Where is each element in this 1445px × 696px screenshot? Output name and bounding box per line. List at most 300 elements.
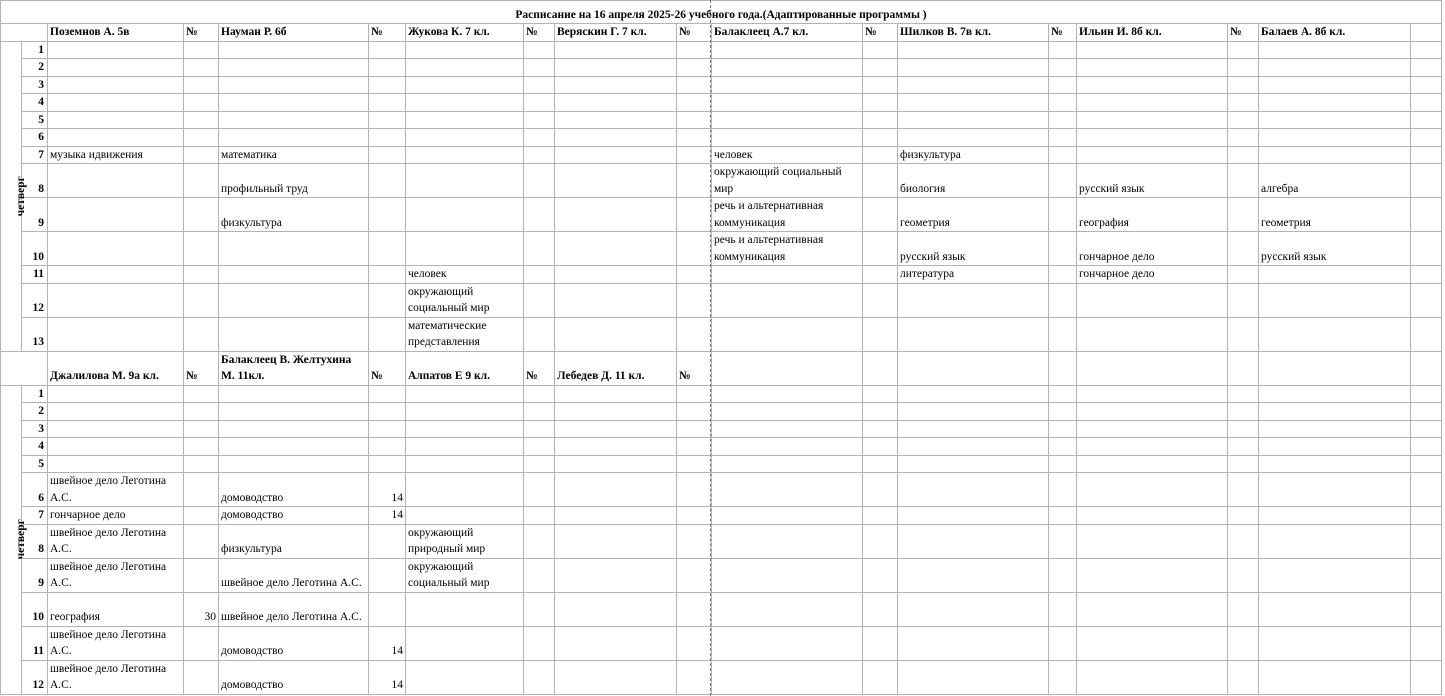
room-cell [1049,524,1077,558]
lesson-cell [406,94,524,112]
lesson-cell: литература [898,266,1049,284]
lesson-cell [1259,592,1411,626]
lesson-cell: физкультура [219,524,369,558]
lesson-cell [406,59,524,77]
lesson-cell [1077,111,1228,129]
lesson-cell [1259,438,1411,456]
room-cell [1228,283,1259,317]
day-label-cell [1,41,27,351]
lesson-cell [219,283,369,317]
student-header: Балаклеец В. Желтухина М. 11кл. [219,351,369,385]
room-cell [1049,403,1077,421]
lesson-cell: швейное дело Леготина А.С. [48,473,184,507]
num-header: № [1228,24,1259,42]
student-header: Шилков В. 7в кл. [898,24,1049,42]
lesson-cell [1259,524,1411,558]
room-cell [184,266,219,284]
lesson-cell [48,420,184,438]
room-cell [677,198,712,232]
num-header: № [369,351,406,385]
room-cell [863,507,898,525]
num-header: № [677,24,712,42]
lesson-cell [1077,592,1228,626]
day-label: четверг [14,175,27,217]
lesson-cell [898,660,1049,694]
lesson-number: 2 [22,403,48,421]
lesson-number: 10 [22,232,48,266]
lesson-cell [406,660,524,694]
room-cell: 14 [369,473,406,507]
room-cell [1411,129,1442,147]
room-cell [863,660,898,694]
room-cell [677,94,712,112]
room-cell [677,266,712,284]
lesson-cell [712,524,863,558]
lesson-cell: швейное дело Леготина А.С. [219,558,369,592]
lesson-cell: швейное дело Леготина А.С. [219,592,369,626]
num-header: № [369,24,406,42]
room-cell [1049,592,1077,626]
lesson-cell [219,232,369,266]
lesson-cell [898,473,1049,507]
room-cell [1411,626,1442,660]
room-cell [524,41,555,59]
lesson-cell: домоводство [219,660,369,694]
room-cell [524,473,555,507]
num-header: № [863,24,898,42]
lesson-cell [48,111,184,129]
lesson-cell: геометрия [1259,198,1411,232]
room-cell [1049,507,1077,525]
room-cell [1228,660,1259,694]
room-cell [184,385,219,403]
room-cell [863,317,898,351]
lesson-cell [48,403,184,421]
lesson-cell: домоводство [219,473,369,507]
lesson-cell [1259,660,1411,694]
room-cell [1049,94,1077,112]
room-cell [369,524,406,558]
room-cell [1228,59,1259,77]
lesson-cell [555,455,677,473]
room-cell [369,76,406,94]
lesson-cell [1259,129,1411,147]
lesson-cell [1259,385,1411,403]
lesson-cell [555,283,677,317]
room-cell [863,232,898,266]
lesson-cell [1259,473,1411,507]
lesson-cell [219,317,369,351]
room-cell [184,438,219,456]
room-cell [524,385,555,403]
room-cell: 14 [369,626,406,660]
room-cell [1049,438,1077,456]
lesson-cell [406,41,524,59]
lesson-cell [898,41,1049,59]
room-cell [1049,41,1077,59]
lesson-cell [898,403,1049,421]
room-cell [677,129,712,147]
lesson-cell [48,129,184,147]
student-header: Веряскин Г. 7 кл. [555,24,677,42]
num-header: № [1049,24,1077,42]
lesson-cell [48,59,184,77]
room-cell [1411,111,1442,129]
room-cell [369,385,406,403]
room-cell [1049,129,1077,147]
lesson-cell [1077,660,1228,694]
room-cell [677,76,712,94]
room-cell [863,164,898,198]
lesson-cell [1077,473,1228,507]
lesson-cell [898,129,1049,147]
empty-header [1049,351,1077,385]
room-cell [524,507,555,525]
lesson-number: 7 [22,146,48,164]
lesson-cell [555,232,677,266]
lesson-cell [219,266,369,284]
lesson-cell [1259,111,1411,129]
lesson-cell [555,524,677,558]
lesson-cell [898,524,1049,558]
room-cell [1228,420,1259,438]
lesson-cell [898,76,1049,94]
lesson-cell [555,403,677,421]
room-cell [863,41,898,59]
lesson-cell [219,420,369,438]
room-cell [1049,660,1077,694]
room-cell [524,111,555,129]
lesson-cell: швейное дело Леготина А.С. [48,660,184,694]
lesson-cell [48,266,184,284]
student-header: Лебедев Д. 11 кл. [555,351,677,385]
room-cell [1049,558,1077,592]
room-cell [1411,41,1442,59]
room-cell [524,455,555,473]
lesson-cell [555,94,677,112]
lesson-cell: музыка идвижения [48,146,184,164]
lesson-cell [48,232,184,266]
room-cell [184,41,219,59]
lesson-cell [1077,76,1228,94]
lesson-cell: окружающий природный мир [406,524,524,558]
room-cell [369,146,406,164]
room-cell [1228,455,1259,473]
lesson-cell [219,94,369,112]
room-cell [524,164,555,198]
room-cell [1049,455,1077,473]
lesson-cell: речь и альтернативная коммуникация [712,198,863,232]
lesson-cell [48,76,184,94]
room-cell [677,385,712,403]
lesson-cell: математика [219,146,369,164]
room-cell [1049,420,1077,438]
room-cell [1049,76,1077,94]
room-cell [369,41,406,59]
lesson-cell [712,558,863,592]
lesson-cell: физкультура [219,198,369,232]
room-cell [524,198,555,232]
lesson-cell [48,455,184,473]
room-cell [184,626,219,660]
lesson-cell [555,507,677,525]
lesson-cell [712,59,863,77]
day-label: четверг [14,519,27,560]
lesson-cell [712,41,863,59]
room-cell [863,558,898,592]
lesson-cell [898,626,1049,660]
room-cell [369,438,406,456]
lesson-cell [898,507,1049,525]
lesson-cell: человек [712,146,863,164]
room-cell [1228,232,1259,266]
room-cell [524,403,555,421]
lesson-cell [406,232,524,266]
room-cell [369,455,406,473]
lesson-cell [48,164,184,198]
room-cell [677,473,712,507]
room-cell [863,592,898,626]
lesson-cell [712,592,863,626]
lesson-cell: геометрия [898,198,1049,232]
room-cell [1228,41,1259,59]
room-cell [1228,592,1259,626]
lesson-cell [712,94,863,112]
room-cell [184,76,219,94]
empty-header [1259,351,1411,385]
room-cell: 14 [369,660,406,694]
room-cell [184,129,219,147]
room-cell [369,266,406,284]
lesson-cell: русский язык [1077,164,1228,198]
sheet-title: Расписание на 16 апреля 2025-26 учебного года.(Адаптированные программы ) [1,1,1442,24]
empty-header [1228,351,1259,385]
lesson-cell: окружающий социальный мир [406,283,524,317]
room-cell [863,438,898,456]
room-cell [1049,198,1077,232]
room-cell [1049,473,1077,507]
lesson-cell [1077,455,1228,473]
lesson-cell [712,438,863,456]
lesson-cell: математические представления [406,317,524,351]
room-cell [524,283,555,317]
room-cell [1228,317,1259,351]
room-cell [524,420,555,438]
room-cell [1411,524,1442,558]
room-cell [863,76,898,94]
lesson-cell [712,111,863,129]
lesson-cell [1077,438,1228,456]
lesson-cell [712,507,863,525]
num-header [1411,24,1442,42]
room-cell [1411,385,1442,403]
room-cell [1228,164,1259,198]
room-cell [369,232,406,266]
num-header: № [184,351,219,385]
room-cell [1411,317,1442,351]
room-cell [524,129,555,147]
lesson-cell [406,198,524,232]
student-header: Джалилова М. 9а кл. [48,351,184,385]
room-cell [524,266,555,284]
lesson-cell [898,420,1049,438]
room-cell [1411,94,1442,112]
lesson-cell [555,558,677,592]
lesson-cell [406,129,524,147]
room-cell [184,455,219,473]
room-cell [1411,198,1442,232]
lesson-cell [1259,41,1411,59]
room-cell [184,317,219,351]
lesson-cell [219,455,369,473]
lesson-cell [898,592,1049,626]
lesson-cell [1077,403,1228,421]
lesson-cell [406,455,524,473]
lesson-cell: гончарное дело [48,507,184,525]
lesson-cell [1077,146,1228,164]
lesson-cell [555,438,677,456]
num-header: № [524,24,555,42]
lesson-cell [406,385,524,403]
lesson-cell [219,59,369,77]
lesson-number: 5 [22,455,48,473]
lesson-cell: речь и альтернативная коммуникация [712,232,863,266]
room-cell: 30 [184,592,219,626]
room-cell [1049,164,1077,198]
student-header: Жукова К. 7 кл. [406,24,524,42]
lesson-cell [406,76,524,94]
student-header: Балаев А. 8б кл. [1259,24,1411,42]
lesson-number: 12 [22,660,48,694]
room-cell [1049,283,1077,317]
room-cell [369,283,406,317]
room-cell [524,59,555,77]
lesson-cell [219,438,369,456]
lesson-cell [555,592,677,626]
room-cell [863,626,898,660]
room-cell [863,403,898,421]
lesson-cell [555,317,677,351]
lesson-cell [712,626,863,660]
lesson-cell: человек [406,266,524,284]
room-cell [863,524,898,558]
room-cell [1228,94,1259,112]
lesson-cell [1259,76,1411,94]
room-cell [1228,558,1259,592]
lesson-cell [48,283,184,317]
lesson-number: 3 [22,76,48,94]
lesson-cell: алгебра [1259,164,1411,198]
room-cell [863,420,898,438]
lesson-cell [406,146,524,164]
lesson-cell [898,59,1049,77]
room-cell [524,524,555,558]
room-cell [184,473,219,507]
room-cell [677,558,712,592]
room-cell [1228,626,1259,660]
lesson-cell [555,626,677,660]
room-cell [863,129,898,147]
room-cell [863,146,898,164]
lesson-cell: русский язык [898,232,1049,266]
corner-cell [1,24,48,42]
lesson-cell [898,111,1049,129]
lesson-cell: швейное дело Леготина А.С. [48,626,184,660]
lesson-cell [555,111,677,129]
lesson-cell [712,76,863,94]
empty-header [712,351,863,385]
room-cell [677,59,712,77]
room-cell [1228,524,1259,558]
room-cell [1049,146,1077,164]
lesson-cell [48,385,184,403]
room-cell [1049,111,1077,129]
room-cell [1049,266,1077,284]
room-cell [524,626,555,660]
lesson-cell: швейное дело Леготина А.С. [48,558,184,592]
lesson-cell [406,403,524,421]
room-cell [1411,660,1442,694]
room-cell [184,660,219,694]
room-cell [677,164,712,198]
lesson-cell [555,59,677,77]
empty-header [863,351,898,385]
empty-header [1077,351,1228,385]
room-cell [184,111,219,129]
lesson-cell [555,266,677,284]
lesson-cell [555,473,677,507]
room-cell [677,111,712,129]
room-cell [524,94,555,112]
lesson-cell [406,626,524,660]
room-cell [1411,420,1442,438]
room-cell [1411,558,1442,592]
lesson-cell: гончарное дело [1077,266,1228,284]
lesson-cell [712,473,863,507]
lesson-cell [406,420,524,438]
room-cell [863,455,898,473]
room-cell [1411,438,1442,456]
lesson-cell [898,558,1049,592]
lesson-number: 5 [22,111,48,129]
room-cell [1228,146,1259,164]
lesson-cell [1259,283,1411,317]
lesson-cell [48,198,184,232]
lesson-cell: биология [898,164,1049,198]
lesson-number: 10 [22,592,48,626]
room-cell [369,59,406,77]
day-label-cell [1,385,27,694]
room-cell [524,232,555,266]
room-cell [524,146,555,164]
room-cell [1228,198,1259,232]
room-cell [524,438,555,456]
room-cell [1411,146,1442,164]
room-cell [1228,266,1259,284]
room-cell [1228,438,1259,456]
lesson-cell: профильный труд [219,164,369,198]
lesson-number: 8 [22,524,48,558]
room-cell [1411,232,1442,266]
room-cell [677,420,712,438]
lesson-cell [1259,317,1411,351]
lesson-number: 8 [22,164,48,198]
room-cell [677,438,712,456]
lesson-cell [898,385,1049,403]
room-cell [1411,473,1442,507]
lesson-cell [898,94,1049,112]
lesson-number: 1 [22,385,48,403]
